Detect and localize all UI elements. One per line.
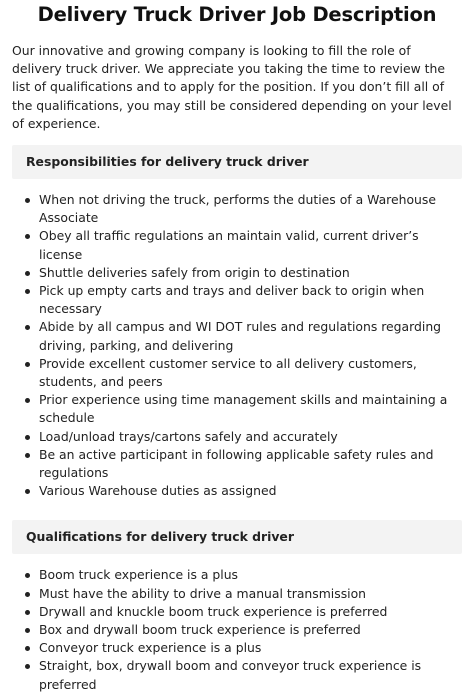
page-title: Delivery Truck Driver Job Description [37,3,437,26]
qualification-text: Conveyor truck experience is a plus [39,640,262,656]
qualification-text: Straight, box, drywall boom and conveyor truck experience is preferred [39,658,422,692]
bullet-icon [25,325,30,330]
bullet-icon [25,610,30,615]
responsibility-text: Pick up empty carts and trays and deliver back to origin when necessary [39,283,425,317]
bullet-icon [25,198,30,203]
bullet-icon [25,398,30,403]
qualification-text: Must have the ability to drive a manual transmission [39,585,367,601]
bullet-icon [25,289,30,294]
responsibilities-list [12,191,462,500]
responsibility-item [12,264,462,282]
bullet-icon [25,362,30,367]
responsibility-item [12,482,462,500]
responsibility-item [12,355,462,391]
bullet-icon [25,628,30,633]
qualification-item [12,603,462,621]
responsibility-item [12,428,462,446]
responsibility-text: Obey all traffic regulations an maintain valid, current driver’s license [39,228,419,262]
responsibility-text: When not driving the truck, performs the duties of a Warehouse Associate [39,192,436,226]
qualification-item [12,639,462,657]
responsibility-text: Prior experience using time management skills and maintaining a schedule [39,392,448,426]
responsibility-text: Load/unload trays/cartons safely and accurately [39,428,338,444]
bullet-icon [25,573,30,578]
responsibilities-header: Responsibilities for delivery truck driver [12,145,462,179]
qualifications-list [12,566,462,693]
qualification-item [12,621,462,639]
bullet-icon [25,646,30,651]
responsibility-item [12,191,462,227]
responsibility-text: Shuttle deliveries safely from origin to destination [39,264,350,280]
qualification-item [12,566,462,584]
responsibility-text: Abide by all campus and WI DOT rules and regulations regarding driving, parking, and delivering [39,319,442,353]
bullet-icon [25,592,30,597]
responsibility-text: Be an active participant in following applicable safety rules and regulations [39,446,434,481]
responsibility-item [12,446,462,482]
responsibility-item [12,391,462,427]
bullet-icon [25,435,30,440]
bullet-icon [25,489,30,494]
qualification-text: Boom truck experience is a plus [39,567,239,583]
qualification-text: Drywall and knuckle boom truck experience is preferred [39,603,388,619]
qualification-text: Box and drywall boom truck experience is preferred [39,622,361,638]
qualifications-header: Qualifications for delivery truck driver [12,520,462,554]
responsibility-text: Various Warehouse duties as assigned [39,483,277,499]
bullet-icon [25,664,30,669]
bullet-icon [25,453,30,458]
responsibility-item [12,227,462,263]
bullet-icon [25,271,30,276]
intro-paragraph: Our innovative and growing company is looking to fill the role of delivery truck driver. We appreciate you taking the time to review the list of qualifications and to apply for the position. If you don’t fill all of the qualifications, you may still be considered depending on your level of experience. [12,43,452,131]
responsibility-text: Provide excellent customer service to all delivery customers, students, and peers [39,355,417,390]
responsibility-item [12,318,462,354]
responsibility-item [12,282,462,318]
bullet-icon [25,234,30,239]
qualification-item [12,585,462,603]
qualification-item [12,657,462,693]
